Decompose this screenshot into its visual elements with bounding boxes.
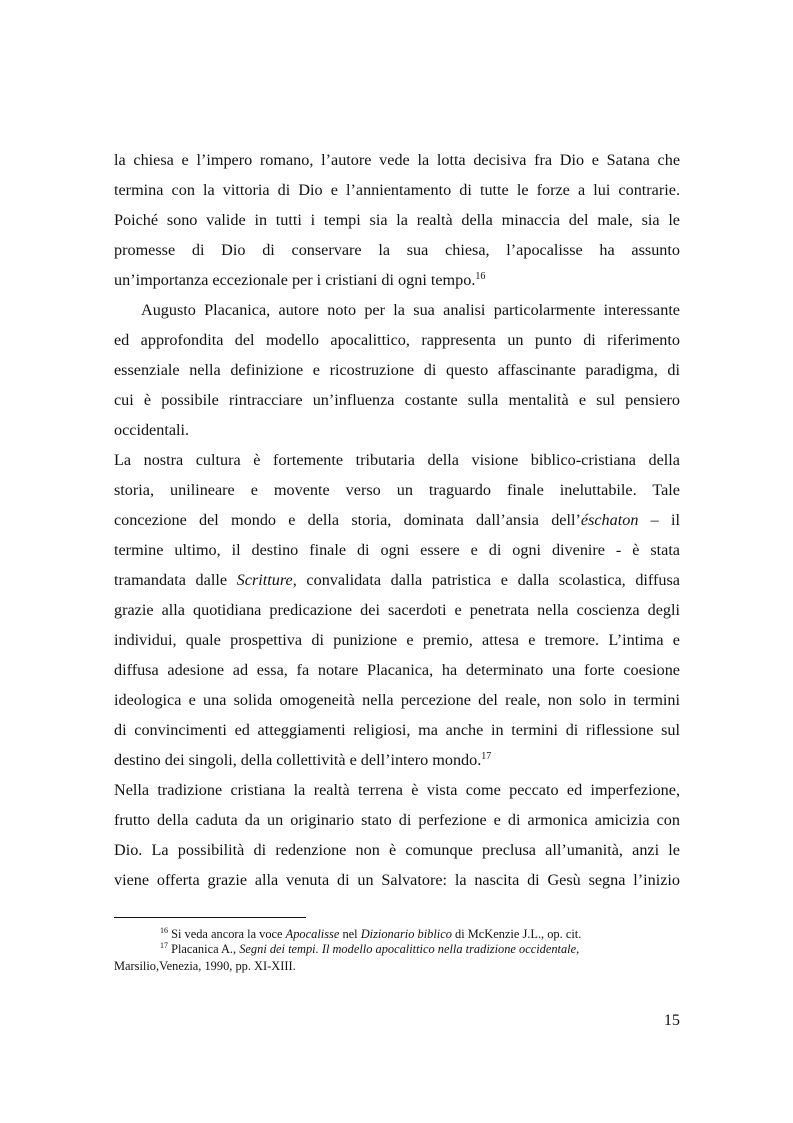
page-number: 15 — [663, 1011, 680, 1029]
paragraph-3-line-5-text-c: , convalidata dalla patristica e dalla scolastica, diffusa — [292, 571, 680, 589]
footnote-16-text-c: nel — [339, 927, 361, 941]
paragraph-3-line-5 — [114, 570, 680, 590]
footnote-separator — [114, 917, 306, 918]
footnote-ref-17[interactable]: 17 — [481, 751, 492, 762]
paragraph-3-line-2: storia, unilineare e movente verso un traguardo finale ineluttabile. Tale — [114, 481, 680, 499]
footnote-16-dizionario: Dizionario biblico — [360, 927, 452, 941]
paragraph-4-line-1: Nella tradizione cristiana la realtà terrena è vista come peccato ed imperfezione, — [114, 781, 680, 799]
paragraph-2-line-1: Augusto Placanica, autore noto per la sua analisi particolarmente interessante — [141, 301, 680, 319]
footnote-17-text-c: , — [576, 942, 580, 956]
paragraph-3-line-11 — [114, 750, 680, 770]
paragraph-1-line-5-text: un’importanza eccezionale per i cristiani di ogni tempo. — [114, 271, 476, 289]
paragraph-2-line-5: occidentali. — [114, 421, 190, 439]
footnote-16 — [160, 926, 581, 942]
paragraph-3-line-6: grazie alla quotidiana predicazione dei sacerdoti e penetrata nella coscienza degli — [114, 601, 680, 619]
paragraph-3-line-3 — [114, 510, 680, 530]
footnote-16-number: 16 — [160, 926, 168, 935]
paragraph-3-line-10: di convincimenti ed atteggiamenti religiosi, ma anche in termini di riflessione sul — [114, 721, 680, 739]
footnote-17-continuation: Marsilio,Venezia, 1990, pp. XI-XIII. — [114, 959, 296, 973]
scritture-term: Scritture — [236, 571, 293, 589]
footnote-16-text-a: Si veda ancora la voce — [168, 927, 286, 941]
paragraph-3-line-3-text-c: – il — [638, 511, 680, 529]
paragraph-4-line-3: Dio. La possibilità di redenzione non è comunque preclusa all’umanità, anzi le — [114, 841, 680, 859]
footnote-16-apocalisse: Apocalisse — [285, 927, 340, 941]
footnote-ref-16[interactable]: 16 — [475, 271, 486, 282]
footnote-17-title: Segni dei tempi. Il modello apocalittico nella tradizione occidentale — [239, 942, 577, 956]
paragraph-3-line-11-text: destino dei singoli, della collettività e dell’intero mondo. — [114, 751, 482, 769]
paragraph-3-line-3-text-a: concezione del mondo e della storia, dominata dall’ansia dell’ — [114, 511, 581, 529]
paragraph-3-line-7: individui, quale prospettiva di punizione e premio, attesa e tremore. L’intima e — [114, 631, 680, 649]
paragraph-2-line-3: essenziale nella definizione e ricostruzione di questo affascinante paradigma, di — [114, 361, 680, 379]
paragraph-3-line-9: ideologica e una solida omogeneità nella percezione del reale, non solo in termini — [114, 691, 680, 709]
footnote-17-number: 17 — [160, 941, 168, 950]
paragraph-3-line-4: termine ultimo, il destino finale di ogni essere e di ogni divenire - è stata — [114, 541, 680, 559]
paragraph-3-line-8: diffusa adesione ad essa, fa notare Placanica, ha determinato una forte coesione — [114, 661, 680, 679]
paragraph-1-line-1: la chiesa e l’impero romano, l’autore vede la lotta decisiva fra Dio e Satana che — [114, 151, 680, 169]
paragraph-3-line-5-text-a: tramandata dalle — [114, 571, 237, 589]
paragraph-1-line-5 — [114, 270, 680, 290]
footnote-17-text-a: Placanica A., — [168, 942, 240, 956]
paragraph-4-line-2: frutto della caduta da un originario stato di perfezione e di armonica amicizia con — [114, 811, 680, 829]
footnote-17 — [160, 941, 579, 957]
paragraph-4-line-4: viene offerta grazie alla venuta di un Salvatore: la nascita di Gesù segna l’inizio — [114, 871, 680, 889]
paragraph-2-line-2: ed approfondita del modello apocalittico, rappresenta un punto di riferimento — [114, 331, 680, 349]
footnote-16-text-e: di McKenzie J.L., op. cit. — [451, 927, 582, 941]
paragraph-1-line-4: promesse di Dio di conservare la sua chiesa, l’apocalisse ha assunto — [114, 241, 680, 259]
paragraph-1-line-3: Poiché sono valide in tutti i tempi sia la realtà della minaccia del male, sia le — [114, 211, 680, 229]
paragraph-2-line-4: cui è possibile rintracciare un’influenza costante sulla mentalità e sul pensiero — [114, 391, 680, 409]
eschaton-term: éschaton — [580, 511, 639, 529]
paragraph-1-line-2: termina con la vittoria di Dio e l’annientamento di tutte le forze a lui contrarie. — [114, 181, 680, 199]
paragraph-3-line-1: La nostra cultura è fortemente tributaria della visione biblico-cristiana della — [114, 451, 680, 469]
